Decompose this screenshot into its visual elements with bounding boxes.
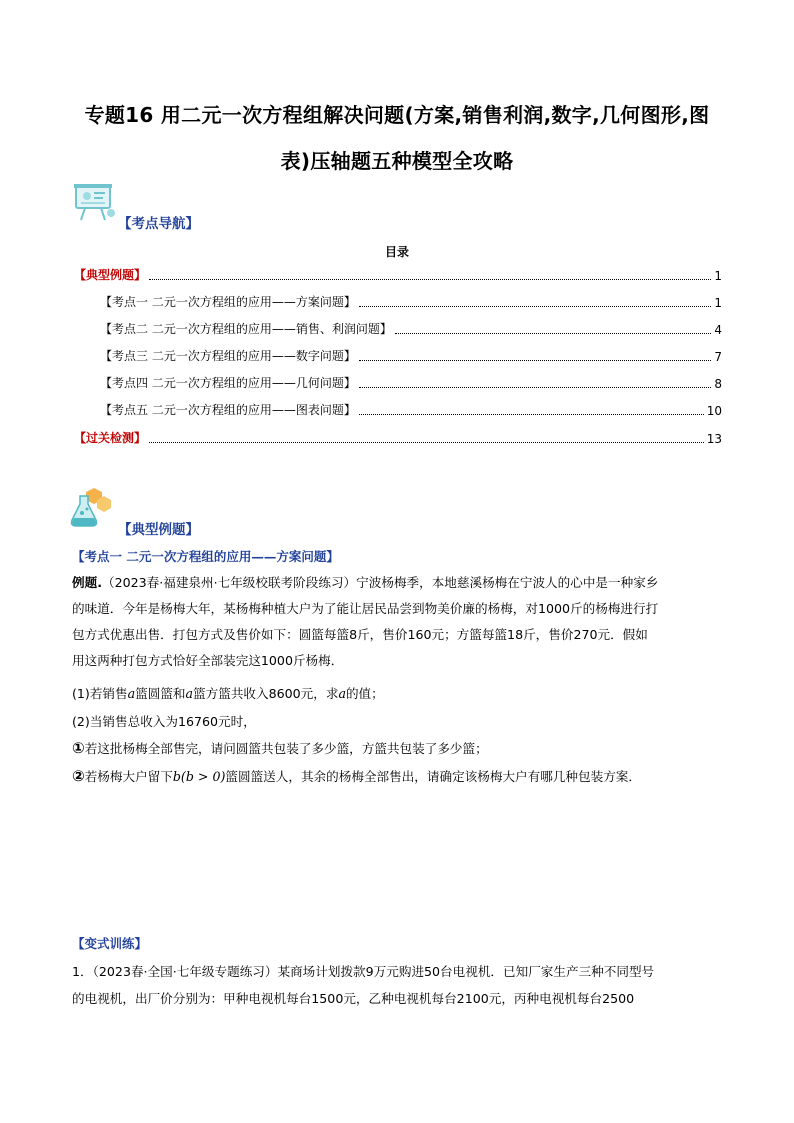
toc-page-number: 4 <box>714 323 722 337</box>
example-paragraph-line-4: 用这两种打包方式恰好全部装完这1000斤杨梅． <box>72 653 344 668</box>
math-expression: b(b > 0) <box>172 769 226 784</box>
question-text: 若杨梅大户留下 <box>84 769 173 784</box>
toc-page-number: 7 <box>714 350 722 364</box>
title-line-1: 专题16 用二元一次方程组解决问题(方案,销售利润,数字,几何图形,图 <box>84 103 710 127</box>
toc-item-topic-2[interactable] <box>100 321 722 337</box>
variant-paragraph-line-2: 的电视机，出厂价分别为：甲种电视机每台1500元，乙种电视机每台2100元，丙种电视机每台2500 <box>72 991 635 1006</box>
toc-leader-dots <box>359 413 704 415</box>
toc-item-topic-4[interactable] <box>100 375 722 391</box>
circled-number: ① <box>72 739 85 757</box>
toc-item-typical-examples[interactable] <box>74 267 722 283</box>
toc-leader-dots <box>149 441 704 443</box>
circled-number: ② <box>72 767 85 785</box>
topic-1-heading: 【考点一 二元一次方程组的应用——方案问题】 <box>72 549 339 564</box>
toc-leader-dots <box>149 278 711 280</box>
question-1 <box>72 683 384 702</box>
toc-item-label: 【考点二 二元一次方程组的应用——销售、利润问题】 <box>100 322 392 336</box>
question-text: 篮圆篮和 <box>135 686 186 701</box>
toc-leader-dots <box>359 305 712 307</box>
toc-item-label: 【考点一 二元一次方程组的应用——方案问题】 <box>100 295 356 309</box>
example-lead: 例题. <box>72 575 102 590</box>
question-2: (2)当销售总收入为16760元时， <box>72 714 256 729</box>
title-line-2: 表)压轴题五种模型全攻略 <box>280 149 514 173</box>
example-text: （2023春·福建泉州·七年级校联考阶段练习）宁波杨梅季，本地慈溪杨梅在宁波人的心中是一种家乡 <box>101 575 659 590</box>
sub-question-1 <box>72 738 488 757</box>
examples-section-label: 【典型例题】 <box>118 522 199 538</box>
toc-page-number: 8 <box>714 377 722 391</box>
toc-heading: 目录 <box>384 245 409 259</box>
variant-paragraph-line-1: 1．（2023春·全国·七年级专题练习）某商场计划拨款9万元购进50台电视机．已知厂家生产三种不同型号 <box>72 964 655 979</box>
toc-leader-dots <box>359 359 712 361</box>
toc-item-topic-1[interactable] <box>100 294 722 310</box>
toc-page-number: 1 <box>714 296 722 310</box>
nav-section-label: 【考点导航】 <box>118 216 199 232</box>
question-text: 若这批杨梅全部售完，请问圆篮共包装了多少篮，方篮共包装了多少篮； <box>84 741 488 756</box>
sub-question-2 <box>72 766 641 785</box>
question-text: 篮方篮共收入8600元，求 <box>193 686 339 701</box>
toc-item-label: 【过关检测】 <box>74 431 147 445</box>
question-text: (1)若销售 <box>72 686 128 701</box>
toc-leader-dots <box>395 332 712 334</box>
toc-item-label: 【考点三 二元一次方程组的应用——数字问题】 <box>100 349 356 363</box>
question-text: 篮圆篮送人，其余的杨梅全部售出，请确定该杨梅大户有哪几种包装方案． <box>225 769 641 784</box>
variant-training-label: 【变式训练】 <box>72 936 148 951</box>
toc-item-label: 【考点五 二元一次方程组的应用——图表问题】 <box>100 403 356 417</box>
presentation-board-icon <box>73 180 117 224</box>
example-paragraph-line-1 <box>72 572 658 591</box>
toc-item-final-check[interactable] <box>74 430 722 446</box>
toc-page-number: 1 <box>714 269 722 283</box>
math-variable: a <box>185 686 194 701</box>
page-title <box>70 92 724 184</box>
toc-page-number: 10 <box>706 404 722 418</box>
math-variable: a <box>127 686 136 701</box>
toc-item-label: 【典型例题】 <box>74 268 147 282</box>
example-paragraph-line-2: 的味道．今年是杨梅大年，某杨梅种植大户为了能让居民品尝到物美价廉的杨梅，对1000斤的杨梅进行打 <box>72 601 659 616</box>
math-variable: a <box>338 686 346 701</box>
toc-item-topic-5[interactable] <box>100 402 722 418</box>
toc-item-label: 【考点四 二元一次方程组的应用——几何问题】 <box>100 376 356 390</box>
chemistry-flask-icon <box>70 486 114 530</box>
toc-item-topic-3[interactable] <box>100 348 722 364</box>
toc-leader-dots <box>359 386 712 388</box>
example-paragraph-line-3: 包方式优惠出售．打包方式及售价如下：圆篮每篮8斤，售价160元；方篮每篮18斤，售价270元．假如 <box>72 627 648 642</box>
toc-page-number: 13 <box>706 432 722 446</box>
question-text: 的值； <box>345 686 384 701</box>
